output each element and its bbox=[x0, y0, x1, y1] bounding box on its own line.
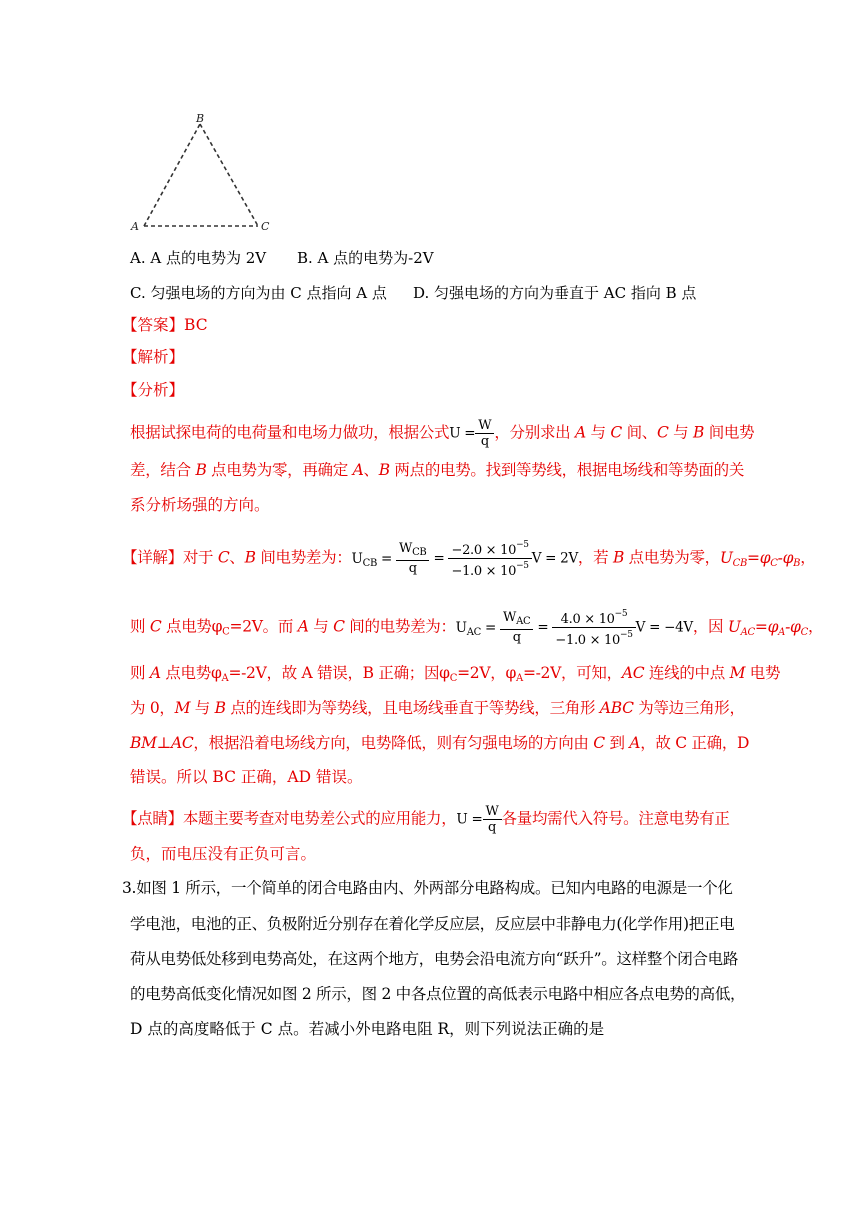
dianjing-line-1: 【点睛】本题主要考查对电势差公式的应用能力，U = $\frac{W}{q}$ 各量均需代入符号。注意电势有正 bbox=[122, 804, 730, 835]
option-a: A. A 点的电势为 2V bbox=[130, 249, 267, 267]
option-b: B. A 点的电势为-2V bbox=[297, 249, 434, 267]
fenxi-line-3: 系分析场强的方向。 bbox=[130, 496, 270, 514]
side-ab bbox=[144, 124, 200, 226]
q3-line-1: 3.如图 1 所示，一个简单的闭合电路由内、外两部分电路构成。已知内电路的电源是一个化 bbox=[122, 879, 733, 897]
fenxi-line-1: 根据试探电荷的电荷量和电场力做功，根据公式U = $\frac{W}{q}$ ，分别求出 A 与 C 间、C 与 B 间电势 bbox=[130, 418, 755, 449]
detail-line-2: 则 C 点电势$\varphi_C=2V$。而 A 与 C 间的电势差为：$U_{AC}$ = $\frac{W_{AC}}{q}$ = $\frac{4.0 \times 10^{-5}}{-1.0 \times 10^{-5}}$ V = −4V，因 $U_{AC}=\varphi_A-\varphi_C$， bbox=[130, 609, 824, 648]
side-bc bbox=[200, 124, 258, 226]
vertex-a-label: A bbox=[131, 220, 139, 233]
answer-value: BC bbox=[184, 316, 208, 334]
detail-line-1: 【详解】对于 C、B 间电势差为：$U_{CB}$ = $\frac{W_{CB}}{q}$ = $\frac{-2.0 \times 10^{-5}}{-1.0 \times 10^{-5}}$ V = 2V，若 B 点电势为零，$U_{CB}=\varphi_C-\varphi_B$， bbox=[122, 540, 816, 579]
option-c: C. 匀强电场的方向为由 C 点指向 A 点 bbox=[130, 284, 387, 302]
q3-line-4: 的电势高低变化情况如图 2 所示，图 2 中各点位置的高低表示电路中相应各点电势的高低， bbox=[130, 985, 746, 1003]
detail-line-5: BM⊥AC，根据沿着电场线方向，电势降低，则有匀强电场的方向由 C 到 A，故 C 正确，D bbox=[130, 734, 750, 752]
triangle-abc-figure bbox=[128, 108, 278, 233]
dianjing-tag: 【点睛】 bbox=[122, 809, 183, 828]
analysis-tag: 【解析】 bbox=[122, 348, 185, 366]
vertex-c-label: C bbox=[261, 220, 270, 233]
answer-tag: 【答案】 bbox=[122, 316, 185, 334]
detail-line-6: 错误。所以 BC 正确，AD 错误。 bbox=[130, 768, 363, 786]
vertex-b-label: B bbox=[196, 112, 205, 125]
q3-line-2: 学电池，电池的正、负极附近分别存在着化学反应层，反应层中非静电力(化学作用)把正电 bbox=[130, 915, 735, 933]
q3-line-3: 荷从电势低处移到电势高处，在这两个地方，电势会沿电流方向“跃升”。这样整个闭合电路 bbox=[130, 950, 739, 968]
answer-line bbox=[122, 315, 732, 335]
detail-line-3: 则 A 点电势$\varphi_A=-2V$，故 A 错误，B 正确；因$\varphi_C=2V$，$\varphi_A=-2V$，可知，AC 连线的中点 M 电势 bbox=[130, 664, 781, 684]
detail-line-4: 为 0，M 与 B 点的连线即为等势线，且电场线垂直于等势线，三角形 ABC 为等边三角形， bbox=[130, 699, 745, 717]
formula-w-over-q: $\frac{W}{q}$ bbox=[475, 418, 494, 449]
dianjing-line-2: 负，而电压没有正负可言。 bbox=[130, 845, 317, 863]
fenxi-line-2: 差，结合 B 点电势为零，再确定 A、B 两点的电势。找到等势线，根据电场线和等势面的关 bbox=[130, 461, 745, 479]
option-d: D. 匀强电场的方向为垂直于 AC 指向 B 点 bbox=[413, 284, 697, 302]
detail-tag: 【详解】 bbox=[122, 548, 183, 567]
q3-line-5: D 点的高度略低于 C 点。若减小外电路电阻 R，则下列说法正确的是 bbox=[130, 1020, 605, 1038]
fenxi-tag: 【分析】 bbox=[122, 381, 185, 399]
